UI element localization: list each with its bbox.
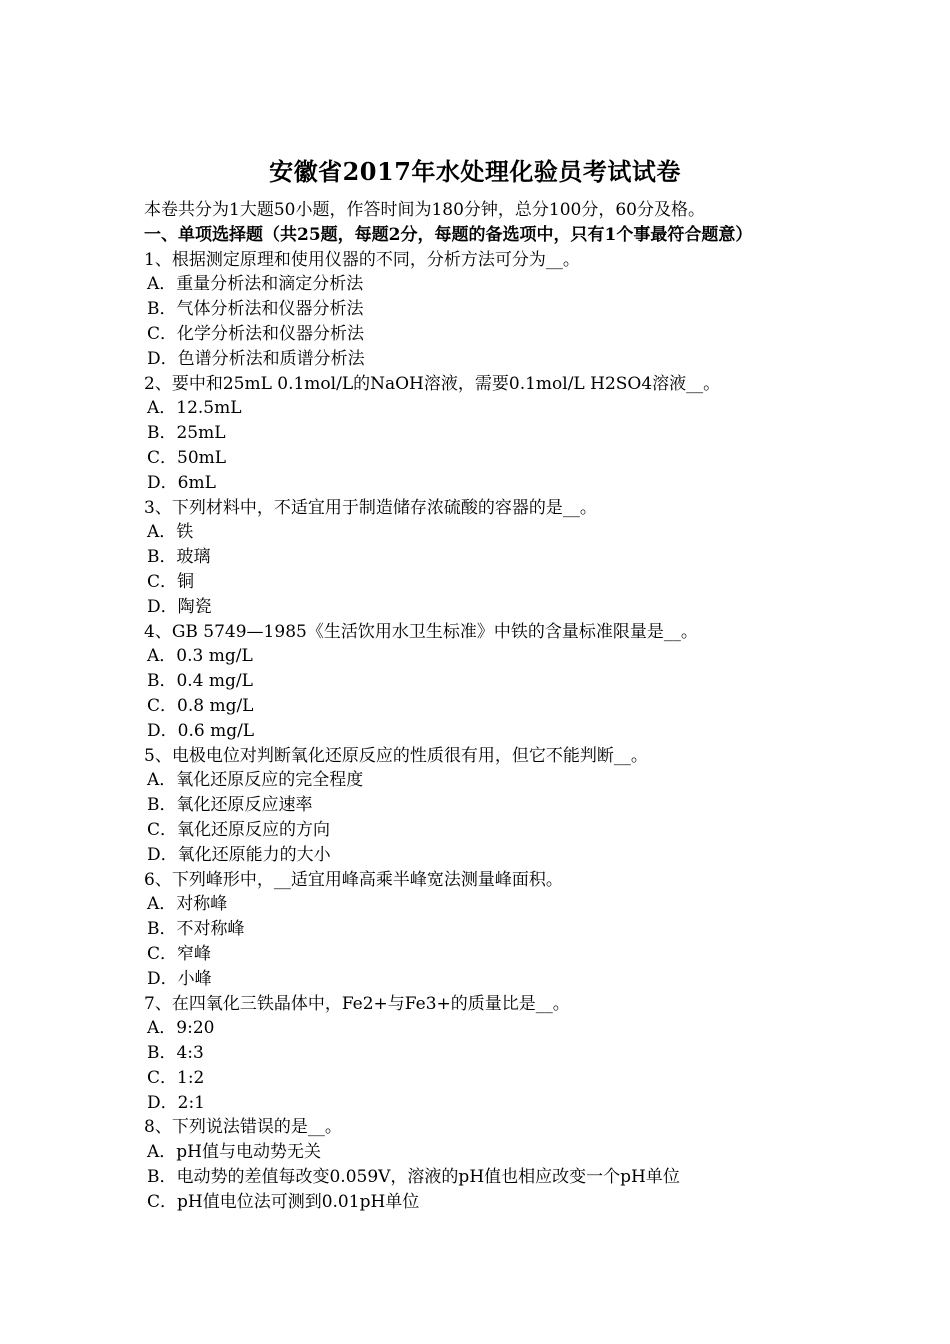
answer-option: D．氧化还原能力的大小 bbox=[147, 844, 331, 865]
exam-content bbox=[144, 198, 824, 1215]
question-list bbox=[144, 248, 824, 1215]
question-stem: 2、要中和25mL 0.1mol/L的NaOH溶液，需要0.1mol/L H2SO4溶液__。 bbox=[144, 373, 721, 394]
question-stem: 1、根据测定原理和使用仪器的不同，分析方法可分为__。 bbox=[144, 249, 580, 270]
answer-option: A．铁 bbox=[147, 522, 194, 543]
answer-option: A．pH值与电动势无关 bbox=[147, 1142, 321, 1163]
answer-option: B．25mL bbox=[147, 423, 226, 444]
answer-option: B．玻璃 bbox=[147, 547, 211, 568]
section-heading: 一、单项选择题（共25题，每题2分，每题的备选项中，只有1个事最符合题意） bbox=[144, 224, 753, 245]
answer-option: B．电动势的差值每改变0.059V，溶液的pH值也相应改变一个pH单位 bbox=[147, 1167, 680, 1188]
question-stem: 4、GB 5749—1985《生活饮用水卫生标准》中铁的含量标准限量是__。 bbox=[144, 621, 698, 642]
answer-option: D．6mL bbox=[147, 472, 216, 493]
answer-option: C．1:2 bbox=[147, 1067, 205, 1088]
answer-option: B．气体分析法和仪器分析法 bbox=[147, 299, 364, 320]
answer-option: C．铜 bbox=[147, 571, 195, 592]
answer-option: A．重量分析法和滴定分析法 bbox=[147, 274, 364, 295]
answer-option: C．0.8 mg/L bbox=[147, 695, 254, 716]
answer-option: A．0.3 mg/L bbox=[147, 646, 253, 667]
question-stem: 7、在四氧化三铁晶体中，Fe2+与Fe3+的质量比是__。 bbox=[144, 993, 570, 1014]
answer-option: D．小峰 bbox=[147, 968, 212, 989]
answer-option: C．50mL bbox=[147, 447, 227, 468]
answer-option: B．氧化还原反应速率 bbox=[147, 795, 313, 816]
answer-option: A．对称峰 bbox=[147, 894, 228, 915]
answer-option: D．2:1 bbox=[147, 1092, 205, 1113]
question-stem: 3、下列材料中，不适宜用于制造储存浓硫酸的容器的是__。 bbox=[144, 497, 597, 518]
question-stem: 5、电极电位对判断氧化还原反应的性质很有用，但它不能判断__。 bbox=[144, 745, 648, 766]
answer-option: C．pH值电位法可测到0.01pH单位 bbox=[147, 1191, 420, 1212]
page-title: 安徽省2017年水处理化验员考试试卷 bbox=[269, 157, 681, 186]
answer-option: A．12.5mL bbox=[147, 398, 242, 419]
answer-option: B．4:3 bbox=[147, 1043, 204, 1064]
answer-option: A．氧化还原反应的完全程度 bbox=[147, 770, 364, 791]
question-stem: 6、下列峰形中，__适宜用峰高乘半峰宽法测量峰面积。 bbox=[144, 869, 563, 890]
answer-option: C．氧化还原反应的方向 bbox=[147, 819, 331, 840]
exam-intro: 本卷共分为1大题50小题，作答时间为180分钟，总分100分，60分及格。 bbox=[144, 200, 705, 220]
answer-option: B．0.4 mg/L bbox=[147, 671, 253, 692]
answer-option: D．色谱分析法和质谱分析法 bbox=[147, 348, 365, 369]
answer-option: A．9:20 bbox=[147, 1018, 215, 1039]
answer-option: C．化学分析法和仪器分析法 bbox=[147, 323, 365, 344]
answer-option: D．陶瓷 bbox=[147, 596, 212, 617]
answer-option: B．不对称峰 bbox=[147, 919, 245, 940]
answer-option: C．窄峰 bbox=[147, 943, 212, 964]
answer-option: D．0.6 mg/L bbox=[147, 720, 255, 741]
question-stem: 8、下列说法错误的是__。 bbox=[144, 1117, 342, 1138]
